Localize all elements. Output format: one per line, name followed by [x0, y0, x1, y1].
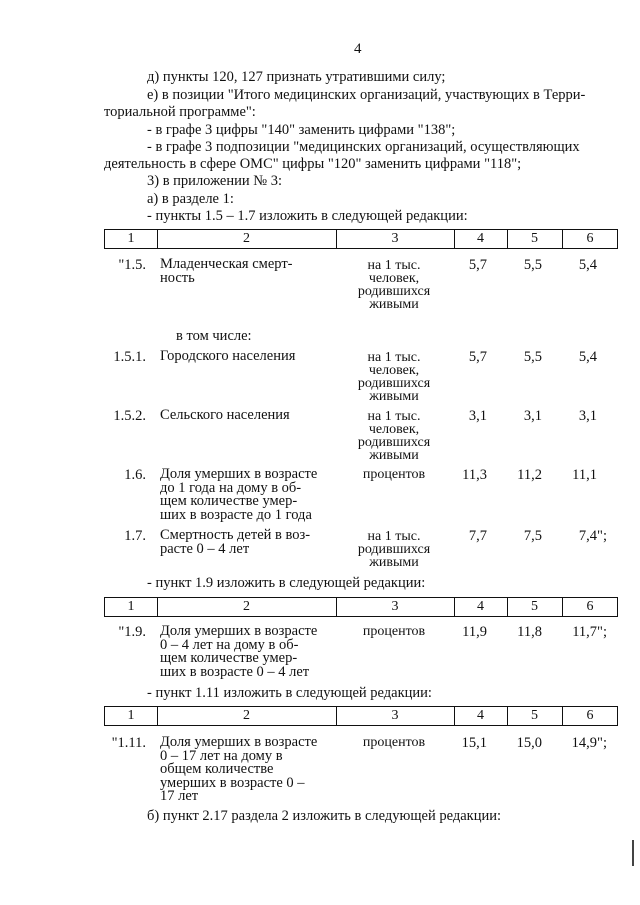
divider [157, 230, 158, 248]
paragraph-e-line1: е) в позиции "Итого медицинских организаций, участвующих в Терри- [147, 87, 586, 103]
divider [454, 598, 455, 616]
row-unit: процентов [362, 735, 426, 750]
col-header-4: 4 [477, 599, 484, 614]
row-value-col6: 11,7"; [572, 624, 607, 640]
divider [157, 707, 158, 725]
paragraph-graph3-140: - в графе 3 цифры "140" заменить цифрами "138"; [147, 122, 456, 138]
col-header-6: 6 [586, 708, 594, 723]
row-value-col6: 11,1 [572, 467, 597, 483]
row-value-col4: 3,1 [468, 408, 487, 424]
row-value-col4: 7,7 [468, 528, 487, 544]
divider [157, 598, 158, 616]
col-header-6: 6 [586, 599, 594, 614]
col-header-2: 2 [243, 231, 250, 246]
col-header-5: 5 [531, 708, 538, 723]
paragraph-appendix3: 3) в приложении № 3: [147, 173, 282, 189]
row-value-col4: 11,9 [462, 624, 487, 640]
table1-header [104, 229, 618, 249]
divider [562, 707, 563, 725]
divider [454, 707, 455, 725]
row-value-col4: 15,1 [461, 735, 487, 751]
divider [507, 230, 508, 248]
row-value-col4: 5,7 [468, 349, 487, 365]
row-code: 1.5.1. [113, 349, 146, 365]
row-unit: процентов [362, 467, 426, 482]
row-code: "1.9. [118, 624, 146, 640]
row-value-col5: 5,5 [523, 349, 542, 365]
row-code: "1.5. [118, 257, 146, 273]
row-unit: на 1 тыс. родившихся живыми [357, 529, 431, 570]
paragraph-section1: а) в разделе 1: [147, 191, 234, 207]
col-header-2: 2 [243, 599, 250, 614]
row-code: 1.6. [124, 467, 146, 483]
row-name: Сельского населения [160, 407, 290, 423]
row-name: Младенческая смерт- ность [160, 256, 293, 286]
row-value-col5: 11,8 [517, 624, 542, 640]
table3-header [104, 706, 618, 726]
page-number: 4 [354, 41, 362, 57]
row-value-col5: 3,1 [523, 408, 542, 424]
divider [507, 707, 508, 725]
col-header-5: 5 [531, 231, 538, 246]
row-unit: на 1 тыс. человек, родившихся живыми [357, 350, 431, 404]
col-header-3: 3 [391, 708, 399, 723]
paragraph-d: д) пункты 120, 127 признать утратившими силу; [147, 69, 446, 85]
row-value-col4: 5,7 [468, 257, 487, 273]
col-header-3: 3 [391, 231, 399, 246]
row-value-col6: 5,4 [578, 257, 597, 273]
paragraph-items-1-5-1-7: - пункты 1.5 – 1.7 изложить в следующей редакции: [147, 208, 468, 224]
divider [336, 230, 337, 248]
divider [507, 598, 508, 616]
row-value-col4: 11,3 [462, 467, 487, 483]
paragraph-item-1-11: - пункт 1.11 изложить в следующей редакции: [147, 685, 432, 701]
paragraph-subposition-line1: - в графе 3 подпозиции "медицинских организаций, осуществляющих [147, 139, 580, 155]
divider [454, 230, 455, 248]
paragraph-item-1-9: - пункт 1.9 изложить в следующей редакции: [147, 575, 426, 591]
paragraph-item-2-17: б) пункт 2.17 раздела 2 изложить в следующей редакции: [147, 808, 502, 824]
row-code: 1.7. [124, 528, 146, 544]
paragraph-subposition-line2: деятельность в сфере ОМС" цифры "120" заменить цифрами "118"; [104, 156, 522, 172]
row-value-col6: 3,1 [578, 408, 597, 424]
row-value-col6: 5,4 [578, 349, 597, 365]
col-header-5: 5 [531, 599, 538, 614]
col-header-4: 4 [477, 231, 484, 246]
row-name-including: в том числе: [176, 328, 252, 344]
col-header-6: 6 [586, 231, 594, 246]
divider [336, 598, 337, 616]
col-header-1: 1 [127, 599, 135, 614]
row-name: Смертность детей в воз- расте 0 – 4 лет [160, 527, 311, 557]
row-name: Доля умерших в возрасте до 1 года на дому в об- щем количестве умер- ших в возрасте до 1 года [160, 466, 318, 523]
scan-edge-mark [632, 840, 634, 866]
col-header-1: 1 [127, 708, 135, 723]
row-value-col5: 15,0 [516, 735, 542, 751]
col-header-2: 2 [243, 708, 250, 723]
divider [562, 230, 563, 248]
row-name: Доля умерших в возрасте 0 – 4 лет на дому в об- щем количестве умер- ших в возрасте 0 – 4 лет [160, 623, 318, 680]
row-value-col6: 14,9"; [571, 735, 607, 751]
row-value-col6: 7,4"; [578, 528, 607, 544]
row-value-col5: 7,5 [523, 528, 542, 544]
table2-header [104, 597, 618, 617]
row-name: Городского населения [160, 348, 296, 364]
row-value-col5: 5,5 [523, 257, 542, 273]
divider [336, 707, 337, 725]
divider [562, 598, 563, 616]
row-unit: процентов [362, 624, 426, 639]
paragraph-e-line2: ториальной программе": [104, 104, 256, 120]
col-header-4: 4 [477, 708, 484, 723]
col-header-3: 3 [391, 599, 399, 614]
row-name: Доля умерших в возрасте 0 – 17 лет на дому в общем количестве умерших в возрасте 0 – 17 лет [160, 734, 318, 804]
col-header-1: 1 [127, 231, 135, 246]
row-value-col5: 11,2 [517, 467, 542, 483]
row-code: 1.5.2. [113, 408, 146, 424]
row-unit: на 1 тыс. человек, родившихся живыми [357, 409, 431, 463]
row-code: "1.11. [111, 735, 146, 751]
row-unit: на 1 тыс. человек, родившихся живыми [357, 258, 431, 312]
